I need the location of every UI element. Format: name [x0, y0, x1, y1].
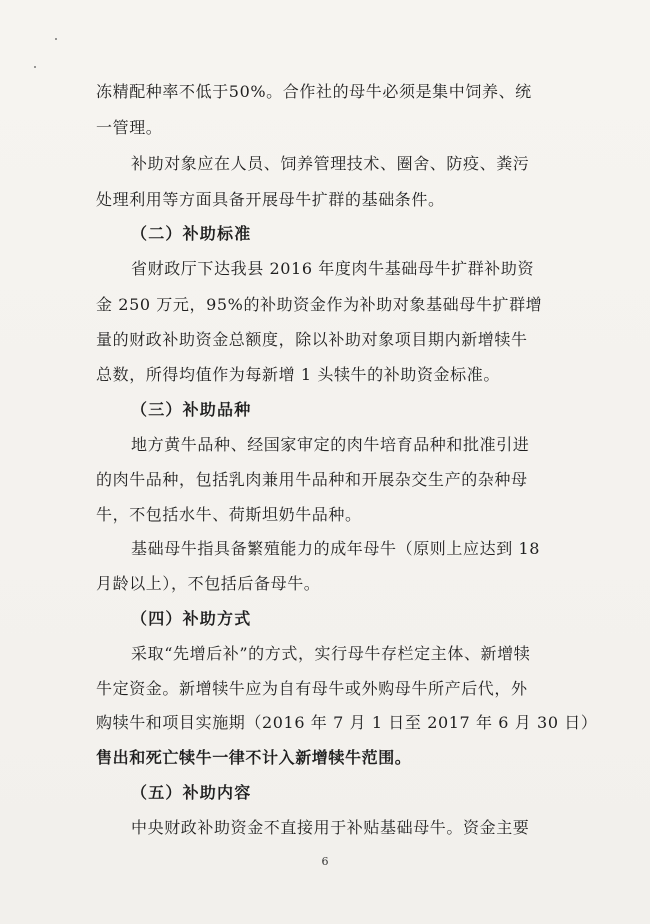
body-line: 基础母牛指具备繁殖能力的成年母牛（原则上应达到 18: [131, 539, 541, 558]
scan-speck: [34, 66, 36, 68]
body-line: 量的财政补助资金总额度，除以补助对象项目期内新增犊牛: [96, 330, 528, 349]
body-line: 牛定资金。新增犊牛应为自有母牛或外购母牛所产后代，外: [96, 679, 528, 698]
body-line: 中央财政补助资金不直接用于补贴基础母牛。资金主要: [131, 818, 530, 837]
body-line: 一管理。: [96, 118, 163, 137]
body-line: 牛，不包括水牛、荷斯坦奶牛品种。: [96, 505, 362, 524]
body-line: 地方黄牛品种、经国家审定的肉牛培育品种和批准引进: [131, 435, 530, 454]
body-line: 总数，所得均值作为每新增 1 头犊牛的补助资金标准。: [96, 365, 500, 384]
section-heading: （四）补助方式: [131, 609, 252, 628]
body-line: 购犊牛和项目实施期（2016 年 7 月 1 日至 2017 年 6 月 30 日）: [96, 713, 598, 732]
body-line: 处理利用等方面具备开展母牛扩群的基础条件。: [96, 190, 445, 209]
section-heading: （五）补助内容: [131, 783, 252, 802]
section-heading: （三）补助品种: [131, 400, 252, 419]
body-line: 补助对象应在人员、饲养管理技术、圈舍、防疫、粪污: [131, 154, 530, 173]
body-line: 省财政厅下达我县 2016 年度肉牛基础母牛扩群补助资: [131, 259, 535, 278]
body-line: 月龄以上），不包括后备母牛。: [96, 574, 321, 593]
body-line: 采取“先增后补”的方式，实行母牛存栏定主体、新增犊: [131, 644, 531, 663]
page-number: 6: [321, 855, 329, 868]
scan-speck: [55, 38, 57, 40]
body-line: 售出和死亡犊牛一律不计入新增犊牛范围。: [96, 748, 412, 767]
body-line: 金 250 万元，95%的补助资金作为补助对象基础母牛扩群增: [96, 295, 543, 314]
body-line: 冻精配种率不低于50%。合作社的母牛必须是集中饲养、统: [96, 82, 532, 101]
section-heading: （二）补助标准: [131, 224, 252, 243]
body-line: 的肉牛品种，包括乳肉兼用牛品种和开展杂交生产的杂种母: [96, 470, 528, 489]
